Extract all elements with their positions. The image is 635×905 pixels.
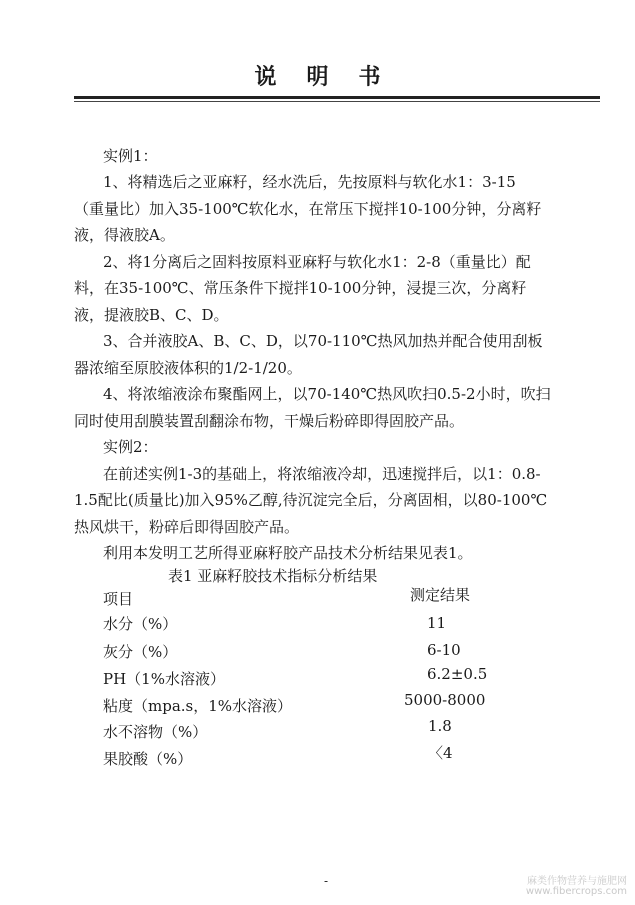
paragraph-line: 液，得液胶A。 [74, 226, 175, 244]
document-title: 说明书 [254, 64, 411, 90]
paragraph-line: 1、将精选后之亚麻籽，经水洗后，先按原料与软化水1：3-15 [103, 173, 516, 191]
table-header-item: 项目 [103, 590, 134, 608]
table-header-result: 测定结果 [410, 586, 471, 604]
table-row-result: 6-10 [427, 641, 461, 659]
example-2-heading: 实例2： [103, 438, 158, 456]
paragraph-line: 在前述实例1-3的基础上，将浓缩液冷却，迅速搅拌后，以1：0.8- [103, 465, 541, 483]
paragraph-line: 料，在35-100℃、常压条件下搅拌10-100分钟，浸提三次，分离籽 [74, 279, 527, 297]
table-row-result: 6.2±0.5 [427, 665, 488, 683]
title-rule-thin [74, 101, 600, 102]
paragraph-line: 3、合并液胶A、B、C、D，以70-110℃热风加热并配合使用刮板 [103, 332, 543, 350]
table-row-item: 水分（%） [103, 615, 178, 633]
paragraph-line: （重量比）加入35-100℃软化水，在常压下搅拌10-100分钟，分离籽 [74, 200, 542, 218]
paragraph-line: 同时使用刮膜装置刮翻涂布物，干燥后粉碎即得固胶产品。 [74, 412, 465, 430]
title-rule-thick [74, 96, 600, 99]
watermark-site-name: 麻类作物营养与施肥网 [527, 876, 627, 887]
table-row-result: 5000-8000 [404, 691, 486, 709]
table-row-item: PH（1%水溶液） [103, 670, 225, 688]
table-row-result: 1.8 [428, 717, 452, 735]
paragraph-line: 热风烘干，粉碎后即得固胶产品。 [74, 518, 300, 536]
example-1-heading: 实例1： [103, 147, 158, 165]
table-row-item: 果胶酸（%） [103, 750, 193, 768]
table-caption: 表1 亚麻籽胶技术指标分析结果 [168, 567, 378, 585]
paragraph-line: 2、将1分离后之固料按原料亚麻籽与软化水1：2-8（重量比）配 [103, 253, 531, 271]
table-row-item: 灰分（%） [103, 643, 178, 661]
paragraph-line: 利用本发明工艺所得亚麻籽胶产品技术分析结果见表1。 [103, 544, 473, 562]
paragraph-line: 1.5配比(质量比)加入95%乙醇,待沉淀完全后，分离固相，以80-100℃ [74, 491, 548, 509]
table-row-result: 〈4 [428, 744, 453, 762]
watermark-url: www.fibercrops.com [525, 886, 627, 897]
paragraph-line: 器浓缩至原胶液体积的1/2-1/20。 [74, 359, 302, 377]
table-row-item: 粘度（mpa.s，1%水溶液） [103, 697, 293, 715]
paragraph-line: 4、将浓缩液涂布聚酯网上，以70-140℃热风吹扫0.5-2小时，吹扫 [103, 385, 551, 403]
table-row-item: 水不溶物（%） [103, 723, 208, 741]
paragraph-line: 液，提液胶B、C、D。 [74, 306, 229, 324]
page-number-mark: - [324, 874, 329, 888]
table-row-result: 11 [427, 614, 447, 632]
